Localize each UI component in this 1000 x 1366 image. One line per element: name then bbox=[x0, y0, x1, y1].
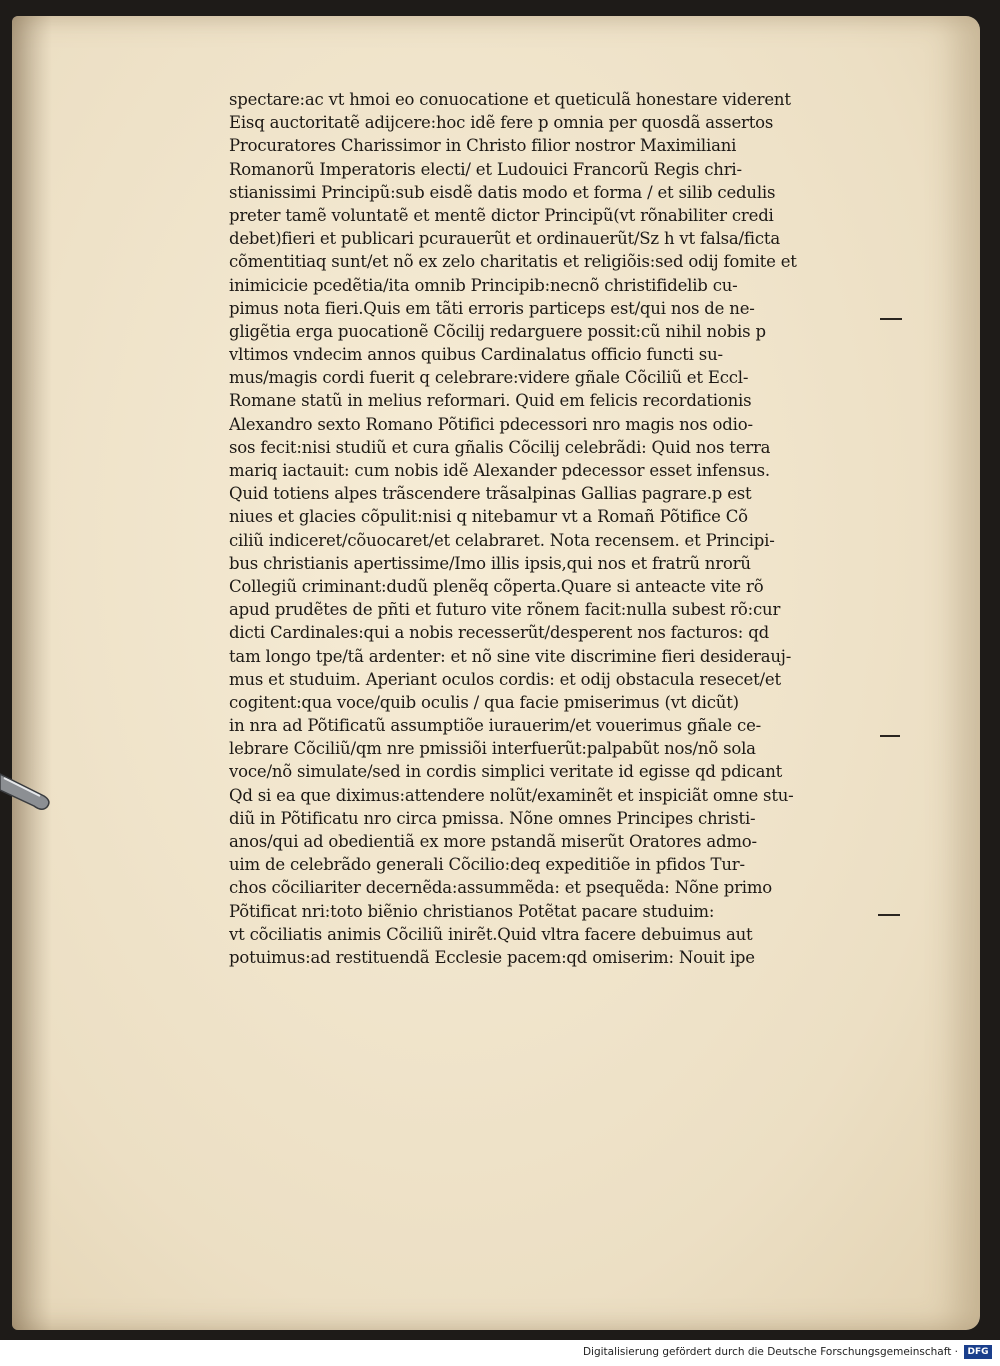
text-line: anos/qui ad obedientiã ex more pstandã miserũt Oratores admo- bbox=[229, 832, 757, 851]
footer-credit: Digitalisierung gefördert durch die Deutsche Forschungsgemeinschaft · bbox=[582, 1346, 958, 1358]
text-line: mariq iactauit: cum nobis idẽ Alexander pdecessor esset infensus. bbox=[229, 461, 770, 480]
text-line: sos fecit:nisi studiũ et cura gñalis Cõcilij celebrãdi: Quid nos terra bbox=[229, 437, 771, 457]
text-line: dicti Cardinales:qui a nobis recesserũt/desperent nos facturos: qd bbox=[229, 623, 769, 643]
text-line: ciliũ indiceret/cõuocaret/et celabraret. Nota recensem. et Principi- bbox=[229, 530, 775, 550]
text-line: vt cõciliatis animis Cõciliũ inirẽt.Quid vltra facere debuimus aut bbox=[229, 924, 753, 944]
footer-bar bbox=[0, 1340, 1000, 1366]
text-line: spectare:ac vt hmoi eo conuocatione et queticulã honestare viderent bbox=[229, 90, 791, 109]
text-line: Romane statũ in melius reformari. Quid em felicis recordationis bbox=[229, 391, 752, 411]
text-line: potuimus:ad restituendã Ecclesie pacem:qd omiserim: Nouit ipe bbox=[229, 947, 755, 967]
text-line: cõmentitiaq sunt/et nõ ex zelo charitatis et religiõis:sed odij fomite et bbox=[229, 252, 797, 272]
text-line: cogitent:qua voce/quib oculis / qua facie pmiserimus (vt dicũt) bbox=[229, 692, 739, 712]
text-line: in nra ad Põtificatũ assumptiõe iurauerim/et vouerimus gñale ce- bbox=[229, 716, 762, 736]
page-gutter-shadow bbox=[12, 16, 52, 1330]
text-line: preter tamẽ voluntatẽ et mentẽ dictor Principũ(vt rõnabiliter credi bbox=[229, 205, 774, 225]
text-line: Collegiũ criminant:dudũ plenẽq cõperta.Quare si anteacte vite rõ bbox=[229, 576, 764, 596]
text-line: chos cõciliariter decernẽda:assummẽda: et psequẽda: Nõne primo bbox=[229, 878, 773, 898]
text-line: vltimos vndecim annos quibus Cardinalatus officio functi su- bbox=[229, 345, 723, 365]
text-line: niues et glacies cõpulit:nisi q nitebamur vt a Romañ Põtifice Cõ bbox=[229, 507, 748, 527]
text-line: stianissimi Principũ:sub eisdẽ datis modo et forma / et silib cedulis bbox=[229, 182, 776, 202]
incunable-text-block bbox=[229, 88, 889, 969]
text-line: debet)fieri et publicari pcurauerũt et ordinauerũt/Sz h vt falsa/ficta bbox=[229, 229, 780, 249]
dfg-logo-icon: DFG bbox=[964, 1345, 992, 1359]
margin-dash bbox=[878, 914, 900, 916]
text-line: tam longo tpe/tã ardenter: et nõ sine vite discrimine fieri desiderauj- bbox=[229, 646, 792, 666]
text-line: Procuratores Charissimor in Christo filior nostror Maximiliani bbox=[229, 136, 737, 156]
text-line: bus christianis apertissime/Imo illis ipsis,qui nos et fratrũ nrorũ bbox=[229, 553, 751, 573]
text-line: diũ in Põtificatu nro circa pmissa. Nõne omnes Principes christi- bbox=[229, 808, 756, 828]
text-line: Eisq auctoritatẽ adijcere:hoc idẽ fere p omnia per quosdã assertos bbox=[229, 113, 774, 133]
book-page bbox=[12, 16, 980, 1330]
page-clip-icon bbox=[0, 768, 54, 812]
text-line: Romanorũ Imperatoris electi/ et Ludouici Francorũ Regis chri- bbox=[229, 159, 742, 179]
margin-dash bbox=[880, 318, 902, 320]
text-line: Alexandro sexto Romano Põtifici pdecessori nro magis nos odio- bbox=[229, 414, 753, 434]
text-line: lebrare Cõciliũ/qm nre pmissiõi interfuerũt:palpabũt nos/nõ sola bbox=[229, 739, 756, 759]
text-line: uim de celebrãdo generali Cõcilio:deq expeditiõe in pfidos Tur- bbox=[229, 855, 745, 875]
text-line: gligẽtia erga puocationẽ Cõcilij redarguere possit:cũ nihil nobis p bbox=[229, 321, 766, 341]
text-line: pimus nota fieri.Quis em tãti erroris particeps est/qui nos de ne- bbox=[229, 298, 755, 318]
margin-dash bbox=[880, 735, 900, 737]
text-line: Põtificat nri:toto biẽnio christianos Potẽtat pacare studuim: bbox=[229, 901, 715, 921]
text-line: apud prudẽtes de pñti et futuro vite rõnem facit:nulla subest rõ:cur bbox=[229, 600, 781, 620]
text-line: Qd si ea que diximus:attendere nolũt/examinẽt et inspiciãt omne stu- bbox=[229, 785, 794, 805]
text-line: mus et studuim. Aperiant oculos cordis: et odij obstacula resecet/et bbox=[229, 669, 781, 689]
text-line: inimicicie pcedẽtia/ita omnib Principib:necnõ christifidelib cu- bbox=[229, 275, 738, 295]
text-line: voce/nõ simulate/sed in cordis simplici veritate id egisse qd pdicant bbox=[229, 762, 783, 782]
text-line: mus/magis cordi fuerit q celebrare:videre gñale Cõciliũ et Eccl- bbox=[229, 368, 749, 388]
text-line: Quid totiens alpes trãscendere trãsalpinas Gallias pagrare.p est bbox=[229, 484, 752, 504]
